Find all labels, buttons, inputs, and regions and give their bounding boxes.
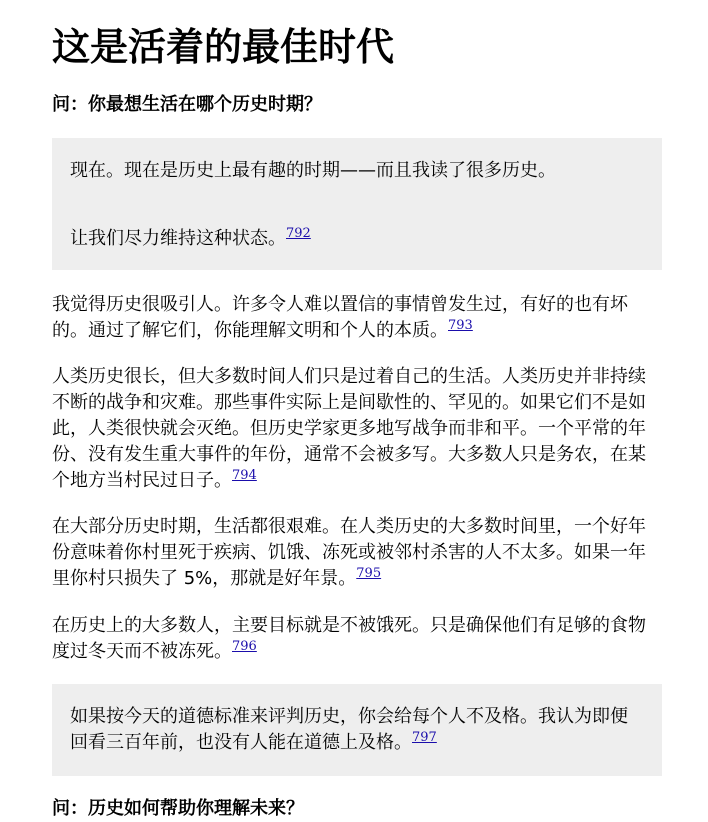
paragraph-1: 我觉得历史很吸引人。许多令人难以置信的事情曾发生过，有好的也有坏的。通过了解它们，你能理解文明和个人的本质。$^{793}$ [52, 294, 628, 341]
footnote-link-793[interactable]: 793 [448, 318, 473, 333]
quote-block-1 [52, 138, 662, 270]
quote-1-line-1: 现在。现在是历史上最有趣的时期——而且我读了很多历史。 [70, 160, 556, 181]
footnote-link-795[interactable]: 795 [356, 566, 382, 581]
quote-2-text: 如果按今天的道德标准来评判历史，你会给每个人不及格。我认为即便回看三百年前，也没有人能在道德上及格。$^{797}$ [70, 706, 628, 753]
quote-1-line-2: 让我们尽力维持这种状态。$^{792}$ [70, 226, 311, 249]
footnote-link-796[interactable]: 796 [232, 639, 257, 654]
question-heading-2: 问：历史如何帮助你理解未来？ [52, 798, 304, 819]
paragraph-4: 在历史上的大多数人，主要目标就是不被饿死。只是确保他们有足够的食物度过冬天而不被冻死。$^{796}$ [52, 615, 646, 662]
footnote-link-794[interactable]: 794 [232, 468, 257, 483]
paragraph-3: 在大部分历史时期，生活都很艰难。在人类历史的大多数时间里，一个好年份意味着你村里死于疾病、饥饿、冻死或被邻村杀害的人不太多。如果一年里你村只损失了 5%，那就是好年景。$^{795}$ [52, 516, 646, 589]
footnote-link-797[interactable]: 797 [412, 730, 437, 745]
footnote-link-792[interactable]: 792 [286, 226, 311, 241]
question-heading-1: 问：你最想生活在哪个历史时期？ [52, 94, 322, 115]
page-title: 这是活着的最佳时代 [52, 25, 395, 69]
quote-block-2 [52, 684, 662, 776]
paragraph-2: 人类历史很长，但大多数时间人们只是过着自己的生活。人类历史并非持续不断的战争和灾难。那些事件实际上是间歇性的、罕见的。如果它们不是如此，人类很快就会灭绝。但历史学家更多地写战争而非和平。一个平常的年份、没有发生重大事件的年份，通常不会被多写。大多数人只是务农，在某个地方当村民过日子。$^{794}$ [52, 366, 646, 491]
